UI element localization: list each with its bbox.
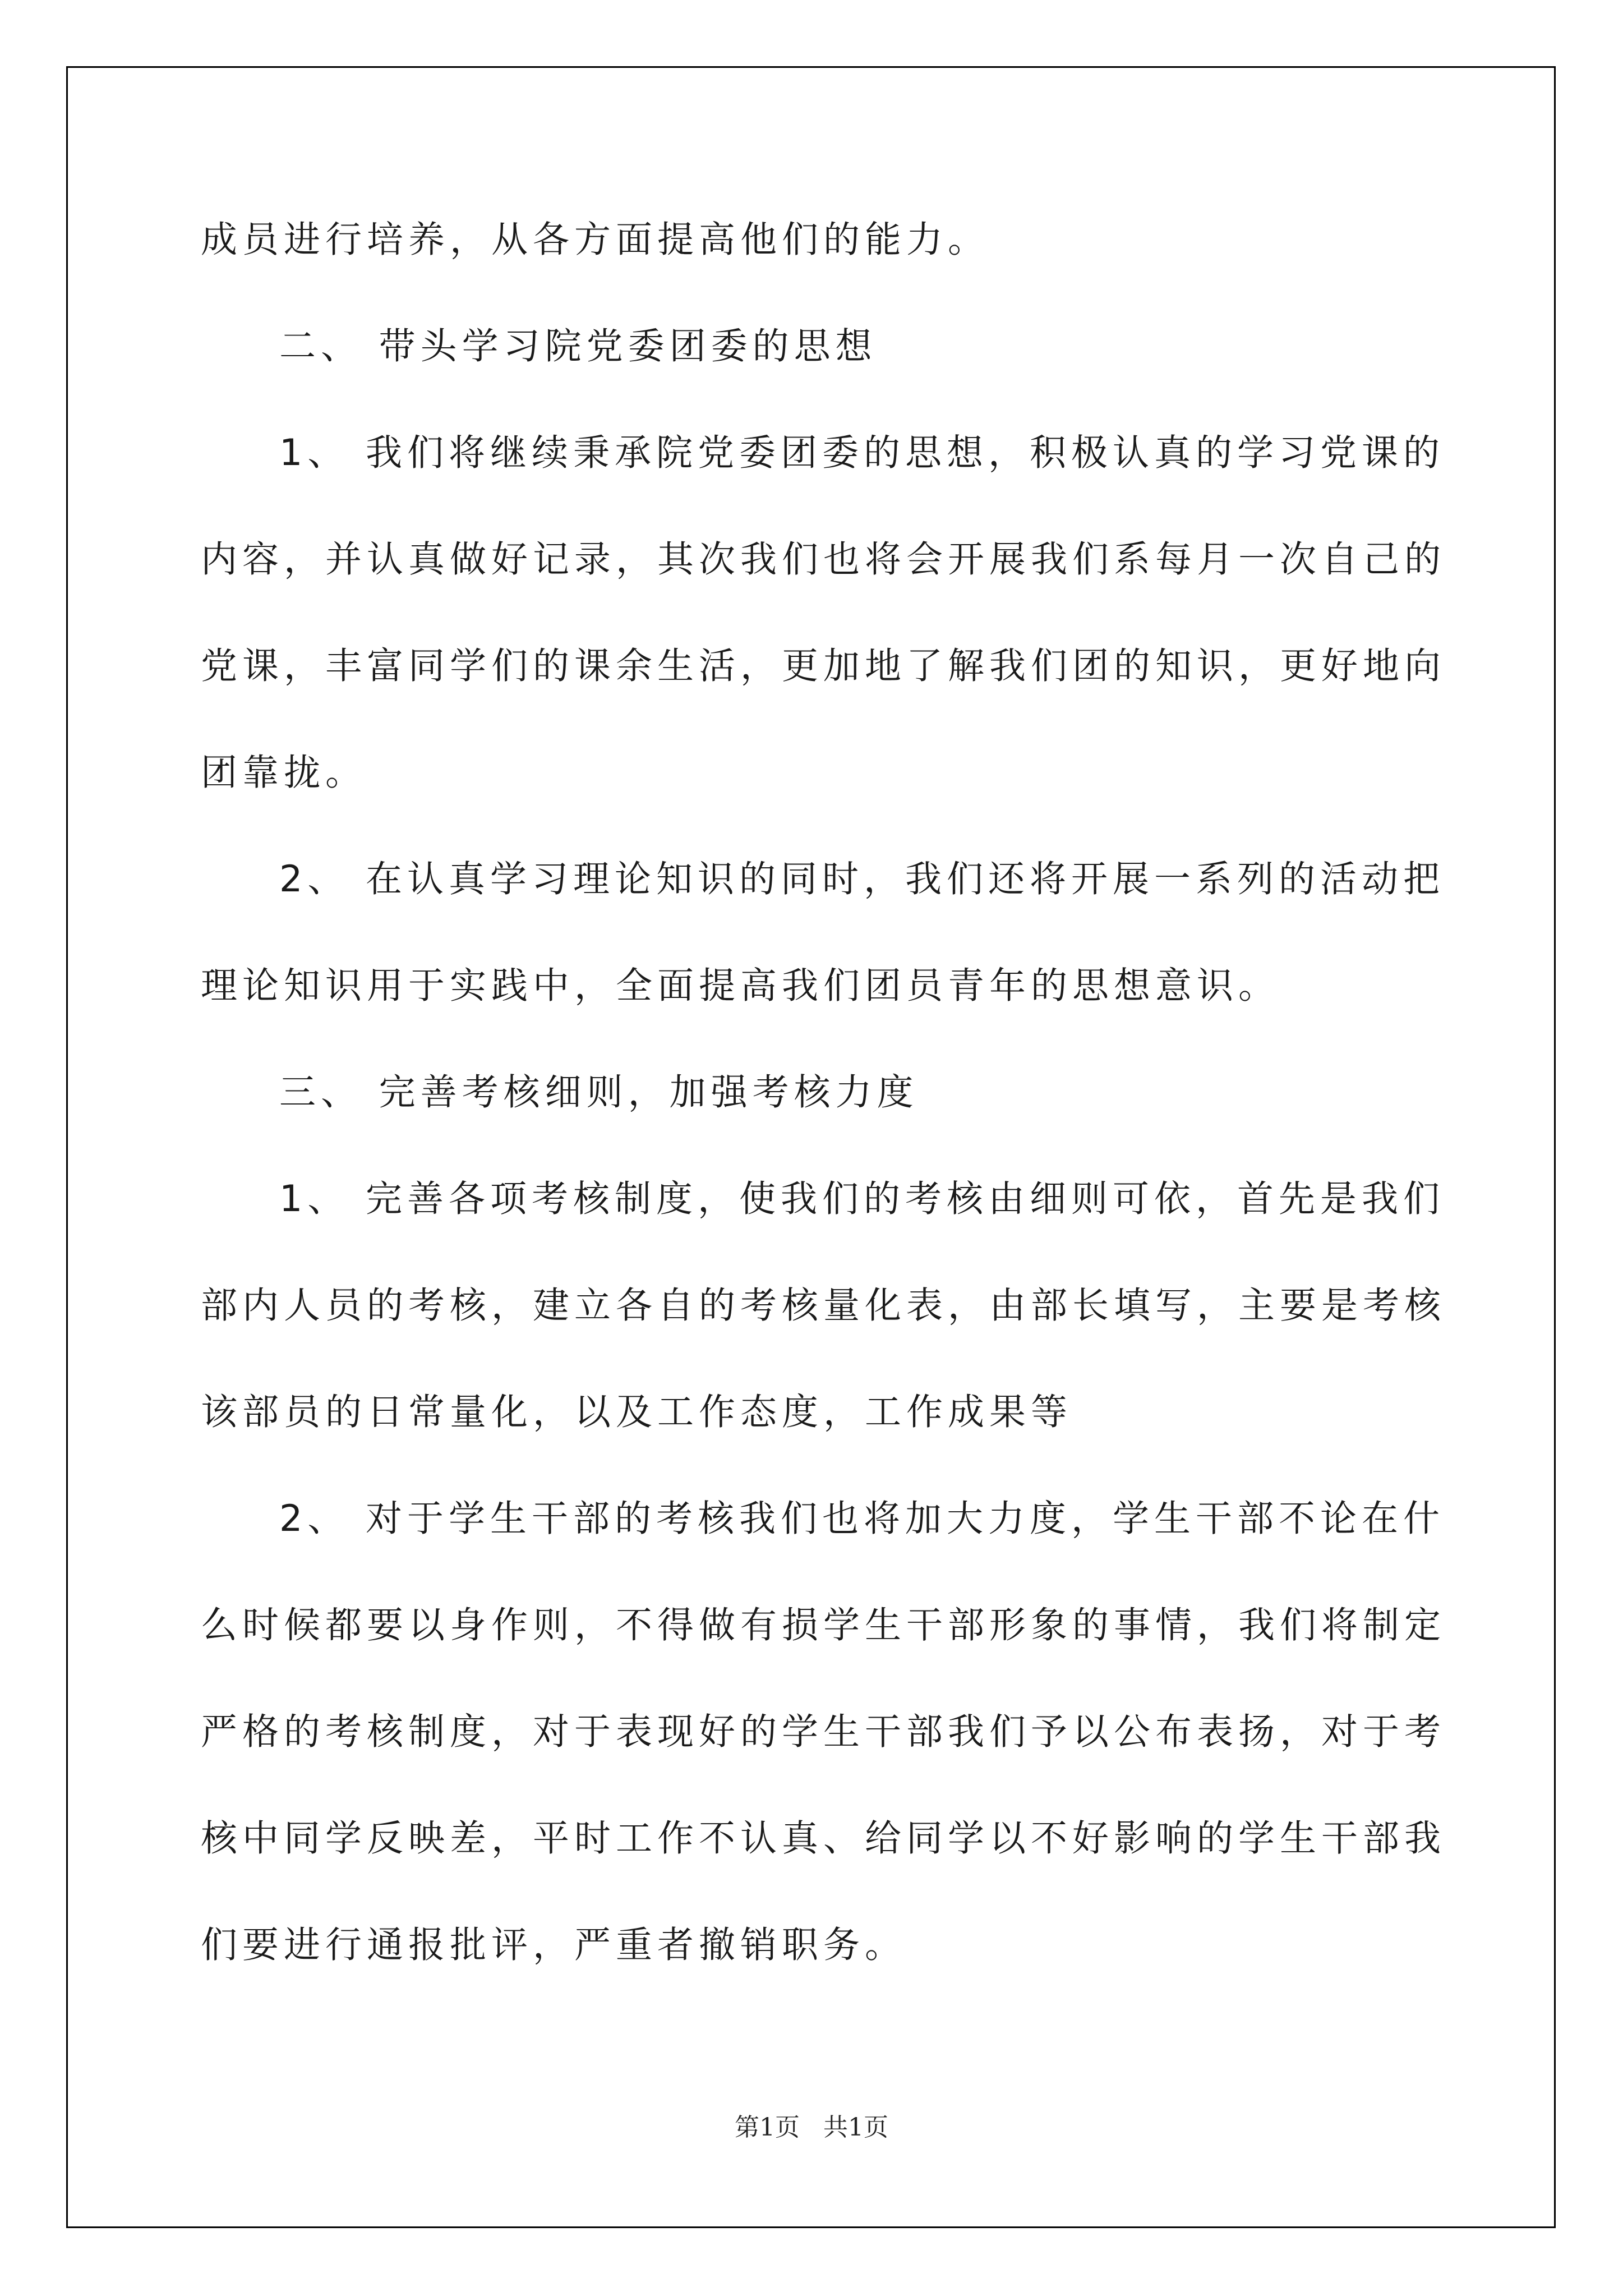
text-line: 2、 对于学生干部的考核我们也将加大力度，学生干部不论在什: [279, 1498, 1445, 1540]
text-line: 们要进行通报批评，严重者撤销职务。: [201, 1924, 907, 1966]
section-heading: 二、 带头学习院党委团委的思想: [279, 325, 877, 367]
text-line: 内容，并认真做好记录，其次我们也将会开展我们系每月一次自己的: [201, 539, 1446, 581]
text-line: 严格的考核制度，对于表现好的学生干部我们予以公布表扬，对于考: [201, 1711, 1446, 1753]
page-number: 第1页: [735, 2113, 800, 2142]
section-heading: 三、 完善考核细则，加强考核力度: [279, 1071, 919, 1114]
text-line: 1、 我们将继续秉承院党委团委的思想，积极认真的学习党课的: [279, 432, 1445, 474]
page-count: 共1页: [823, 2113, 888, 2142]
text-line: 么时候都要以身作则，不得做有损学生干部形象的事情，我们将制定: [201, 1604, 1446, 1646]
text-line: 党课，丰富同学们的课余生活，更加地了解我们团的知识，更好地向: [201, 645, 1446, 687]
text-line: 理论知识用于实践中，全面提高我们团员青年的思想意识。: [201, 965, 1280, 1007]
text-line: 核中同学反映差，平时工作不认真、给同学以不好影响的学生干部我: [201, 1818, 1446, 1860]
text-line: 团靠拢。: [201, 752, 367, 794]
text-line: 成员进行培养，从各方面提高他们的能力。: [201, 219, 990, 261]
text-line: 1、 完善各项考核制度，使我们的考核由细则可依，首先是我们: [279, 1178, 1445, 1220]
text-line: 部内人员的考核，建立各自的考核量化表，由部长填写，主要是考核: [201, 1285, 1446, 1327]
text-line: 该部员的日常量化，以及工作态度，工作成果等: [201, 1391, 1073, 1433]
text-line: 2、 在认真学习理论知识的同时，我们还将开展一系列的活动把: [279, 858, 1445, 900]
page-border: [66, 66, 1556, 2228]
page-footer: [0, 2112, 1623, 2143]
